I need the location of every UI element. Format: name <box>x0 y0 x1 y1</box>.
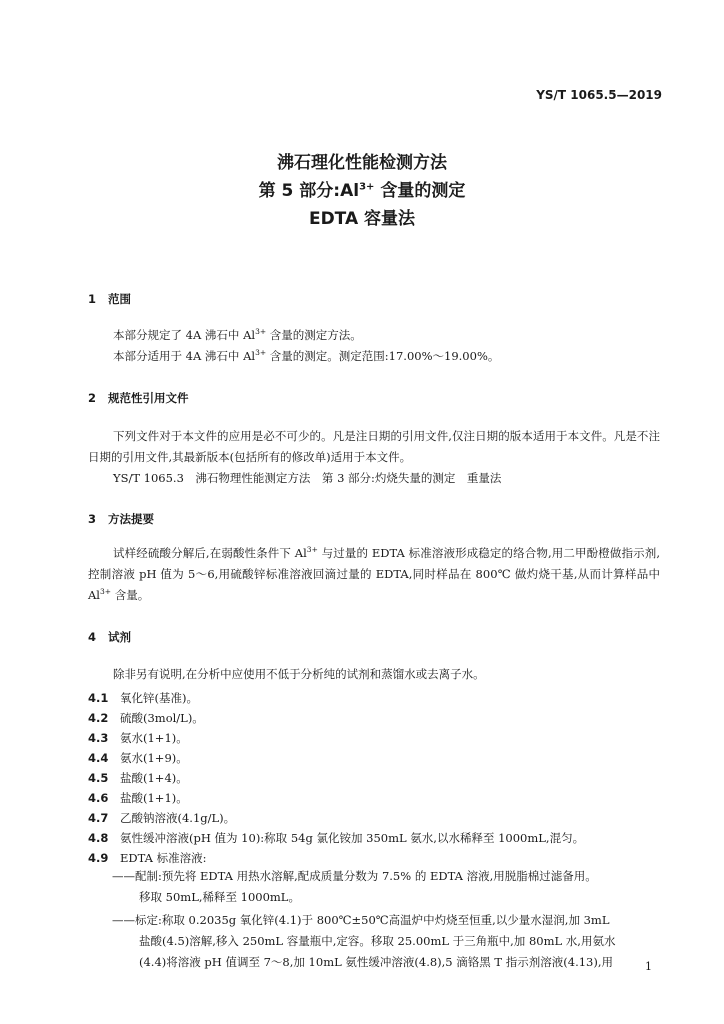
reagent-item: 4.2 硫酸(3mol/L)。 <box>88 711 204 725</box>
standard-code: YS/T 1065.5—2019 <box>536 88 662 102</box>
reagent-item: 4.5 盐酸(1+4)。 <box>88 771 188 785</box>
reagent-item: 4.4 氨水(1+9)。 <box>88 751 188 765</box>
reagent-item: 4.8 氨性缓冲溶液(pH 值为 10):称取 54g 氯化铵加 350mL 氨水,以水稀释至 1000mL,混匀。 <box>88 831 585 845</box>
edta-preparation-note: ——配制:预先将 EDTA 用热水溶解,配成质量分数为 7.5% 的 EDTA 溶液,用脱脂棉过滤备用。 移取 50mL,稀释至 1000mL。 <box>112 869 597 904</box>
title-line1: 沸石理化性能检测方法 <box>277 153 447 173</box>
section-heading-1: 1 范围 <box>88 292 131 306</box>
section-heading-2: 2 规范性引用文件 <box>88 391 189 405</box>
section-heading-4: 4 试剂 <box>88 630 131 644</box>
section3-paragraph: 试样经硫酸分解后,在弱酸性条件下 $Al^{3+}$ 与过量的 EDTA 标准溶液形成稳定的络合物,用二甲酚橙做指示剂,控制溶液 pH 值为 5～6,用硫酸锌标准溶液回滴过量的 EDTA,同时样品在 800℃ 做灼烧干基,从而计算样品中 $Al^{3+}$ 含量。 <box>88 545 660 602</box>
section1-paragraph-2: 本部分适用于 4A 沸石中 $Al^{3+}$ 含量的测定。测定范围:17.00%～19.00%。 <box>113 348 500 363</box>
reagent-item: 4.7 乙酸钠溶液(4.1g/L)。 <box>88 811 236 825</box>
reagent-item: 4.6 盐酸(1+1)。 <box>88 791 188 805</box>
title-line2: 第 5 部分$:Al^{3+}$ 含量的测定 <box>258 181 466 201</box>
section-heading-3: 3 方法提要 <box>88 512 154 526</box>
title-line3: EDTA 容量法 <box>308 209 416 229</box>
edta-calibration-note: ——标定:称取 0.2035g 氧化锌(4.1)于 800℃±50℃高温炉中灼烧至恒重,以少量水湿润,加 3mL 盐酸(4.5)溶解,移入 250mL 容量瓶中,定容。移取 25.00mL 于三角瓶中,加 80mL 水,用氨水 (4.4)将溶液 pH 值调至 7～8,加 10mL 氨性缓冲溶液(4.8),5 滴铬黑 T 指示剂溶液(4.13),用 <box>112 913 616 969</box>
reagent-item: 4.9 EDTA 标准溶液: <box>88 851 207 865</box>
page-number: 1 <box>645 960 652 973</box>
section1-paragraph-1: 本部分规定了 4A 沸石中 $Al^{3+}$ 含量的测定方法。 <box>113 327 362 342</box>
section2-paragraph: 下列文件对于本文件的应用是必不可少的。凡是注日期的引用文件,仅注日期的版本适用于本文件。凡是不注日期的引用文件,其最新版本(包括所有的修改单)适用于本文件。 <box>88 429 660 464</box>
reagent-item: 4.1 氧化锌(基准)。 <box>88 691 198 705</box>
section4-intro: 除非另有说明,在分析中应使用不低于分析纯的试剂和蒸馏水或去离子水。 <box>113 667 485 681</box>
normative-reference: YS/T 1065.3 沸石物理性能测定方法 第 3 部分:灼烧失量的测定 重量法 <box>113 471 502 485</box>
reagent-item: 4.3 氨水(1+1)。 <box>88 731 188 745</box>
